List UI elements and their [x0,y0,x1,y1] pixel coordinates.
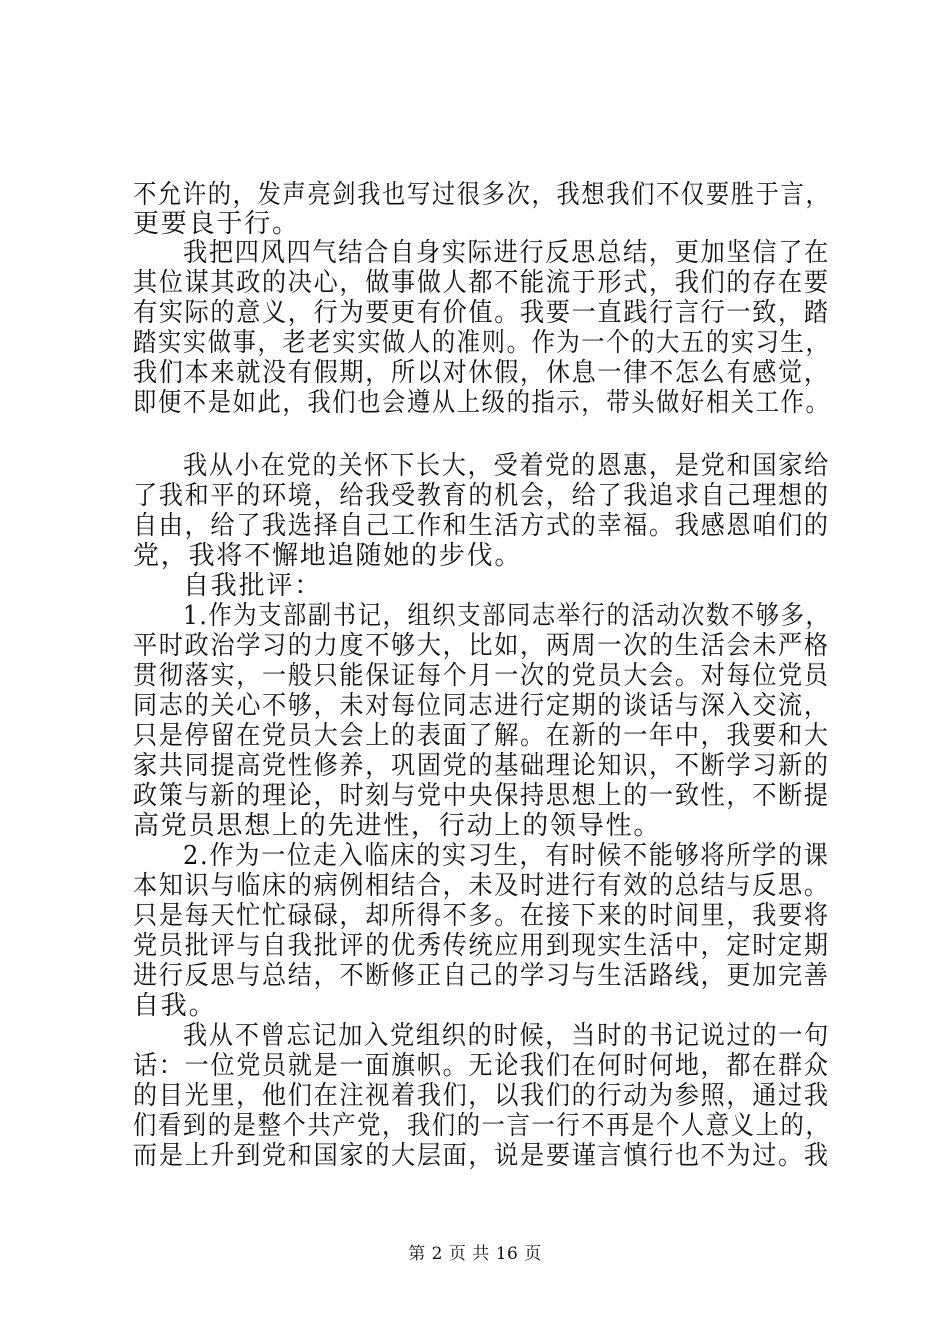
text-line: 而是上升到党和国家的大层面，说是要谨言慎行也不为过。我 [133,1141,830,1171]
text-line: 1.作为支部副书记，组织支部同志举行的活动次数不够多， [183,601,831,631]
page-number-footer: 第 2 页 共 16 页 [408,1244,542,1264]
text-line: 话：一位党员就是一面旗帜。无论我们在何时何地，都在群众 [133,1051,830,1081]
text-line: 本知识与临床的病例相结合，未及时进行有效的总结与反思。 [133,871,830,901]
text-line: 不允许的，发声亮剑我也写过很多次，我想我们不仅要胜于言， [133,180,831,210]
section-heading: 自我批评： [183,571,323,601]
text-line: 我从小在党的关怀下长大，受着党的恩惠，是党和国家给 [183,451,830,481]
text-line: 家共同提高党性修养，巩固党的基础理论知识，不断学习新的 [133,751,830,781]
text-line: 贯彻落实，一般只能保证每个月一次的党员大会。对每位党员 [133,661,830,691]
text-line: 政策与新的理论，时刻与党中央保持思想上的一致性，不断提 [133,781,830,811]
text-line: 只是每天忙忙碌碌，却所得不多。在接下来的时间里，我要将 [133,901,830,931]
text-line: 我从不曾忘记加入党组织的时候，当时的书记说过的一句 [183,1021,830,1051]
text-line: 只是停留在党员大会上的表面了解。在新的一年中，我要和大 [133,721,830,751]
text-line: 自由，给了我选择自己工作和生活方式的幸福。我感恩咱们的 [133,511,830,541]
text-line: 踏实实做事，老老实实做人的准则。作为一个的大五的实习生， [133,328,831,358]
text-line: 们看到的是整个共产党，我们的一言一行不再是个人意义上的， [133,1111,831,1141]
text-line: 的目光里，他们在注视着我们，以我们的行动为参照，通过我 [133,1081,830,1111]
text-line: 2.作为一位走入临床的实习生，有时候不能够将所学的课 [183,841,830,871]
text-line: 党员批评与自我批评的优秀传统应用到现实生活中，定时定期 [133,931,830,961]
text-line: 其位谋其政的决心，做事做人都不能流于形式，我们的存在要 [133,268,830,298]
text-line: 自我。 [133,991,217,1021]
text-line: 了我和平的环境，给我受教育的机会，给了我追求自己理想的 [133,481,830,511]
text-line: 进行反思与总结，不断修正自己的学习与生活路线，更加完善 [133,961,830,991]
text-line: 我把四风四气结合自身实际进行反思总结，更加坚信了在 [183,238,830,268]
text-line: 平时政治学习的力度不够大，比如，两周一次的生活会未严格 [133,631,830,661]
text-line: 更要良于行。 [133,209,300,239]
text-line: 高党员思想上的先进性，行动上的领导性。 [133,811,662,841]
text-line: 我们本来就没有假期，所以对休假，休息一律不怎么有感觉， [133,358,830,388]
text-line: 即便不是如此，我们也会遵从上级的指示，带头做好相关工作。 [133,388,831,418]
text-line: 党，我将不懈地追随她的步伐。 [133,541,523,571]
text-line: 同志的关心不够，未对每位同志进行定期的谈话与深入交流， [133,691,830,721]
text-line: 有实际的意义，行为要更有价值。我要一直践行言行一致，踏 [133,298,830,328]
